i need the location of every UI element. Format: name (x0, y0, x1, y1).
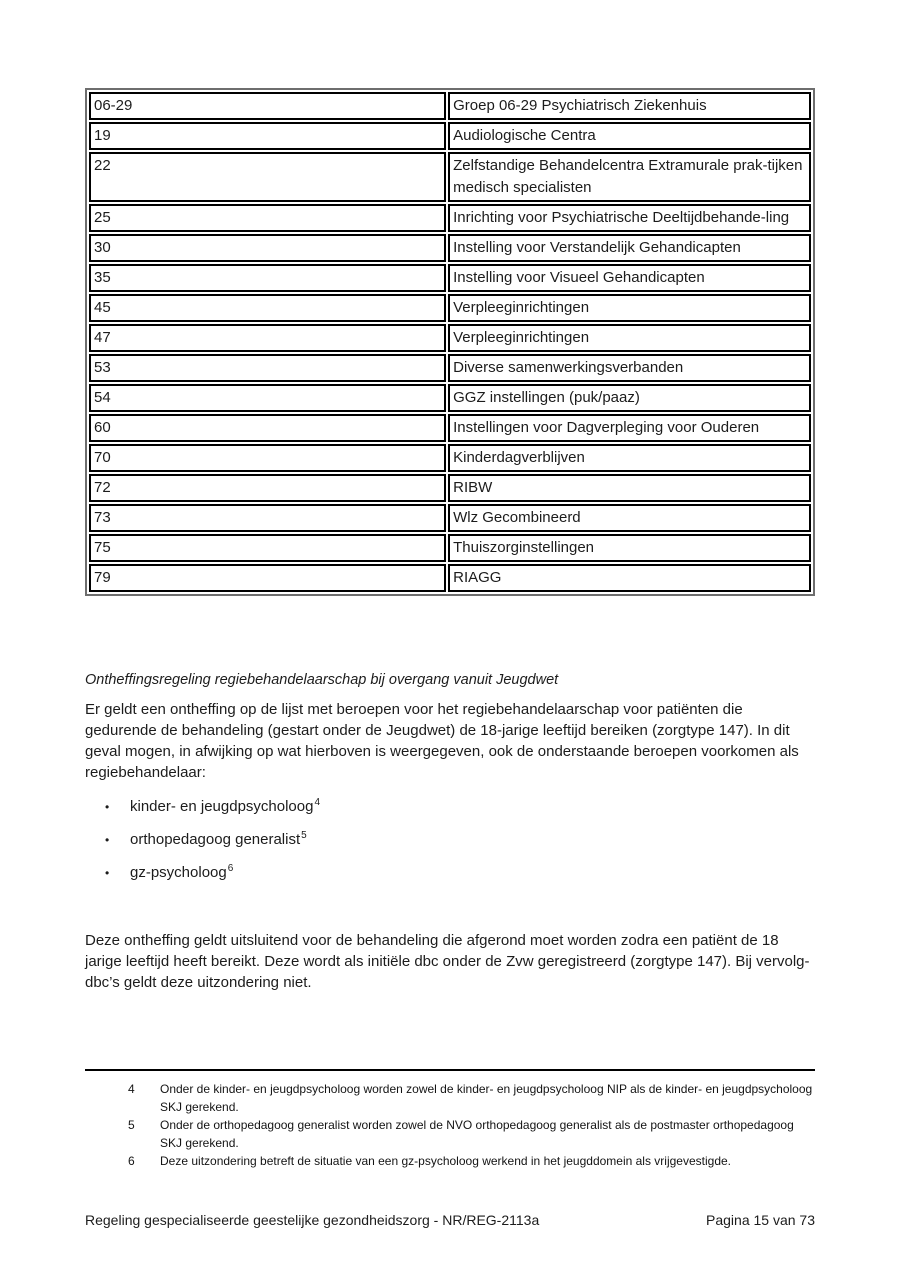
footnote-item (85, 1116, 815, 1152)
table-cell-code: 72 (89, 474, 446, 502)
table-row (89, 564, 811, 592)
table-cell-description: Groep 06-29 Psychiatrisch Ziekenhuis (448, 92, 811, 120)
footnote-ref: 5 (301, 830, 307, 841)
bullet-item (85, 863, 815, 883)
table-row (89, 444, 811, 472)
table-row (89, 204, 811, 232)
table-cell-code: 30 (89, 234, 446, 262)
footer-document-title: Regeling gespecialiseerde geestelijke gezondheidszorg - NR/REG-2113a (85, 1212, 540, 1228)
beroepen-bullet-list (85, 797, 815, 883)
bullet-text: kinder- en jeugdpsycholoog$^4$ (130, 797, 321, 815)
footnote-ref: 6 (227, 863, 234, 874)
table-cell-description: RIBW (448, 474, 811, 502)
table-cell-code: 25 (89, 204, 446, 232)
table-row (89, 264, 811, 292)
table-row (89, 122, 811, 150)
table-cell-description: Verpleeginrichtingen (448, 324, 811, 352)
table-row (89, 324, 811, 352)
table-cell-code: 54 (89, 384, 446, 412)
bullet-text: gz-psycholoog$^6$ (130, 863, 234, 881)
section-heading: Ontheffingsregeling regiebehandelaarschap bij overgang vanuit Jeugdwet (85, 672, 559, 688)
table-row (89, 294, 811, 322)
footnote-number: 6 (128, 1154, 135, 1168)
paragraph-ontheffing-scope: Deze ontheffing geldt uitsluitend voor de behandeling die afgerond moet worden zodra een patiënt de 18 jarige leeftijd heeft bereikt. Deze wordt als initiële dbc onder de Zvw geregistreerd (zorgtype 147). Bij vervolg-dbc’s geldt deze uitzondering niet. (85, 932, 810, 991)
table-cell-description: Instellingen voor Dagverpleging voor Ouderen (448, 414, 811, 442)
table-cell-code: 79 (89, 564, 446, 592)
table-cell-description: Kinderdagverblijven (448, 444, 811, 472)
table-cell-code: 60 (89, 414, 446, 442)
table-cell-description: Verpleeginrichtingen (448, 294, 811, 322)
footnote-text: Deze uitzondering betreft de situatie van een gz-psycholoog werkend in het jeugddomein als vrijgevestigde. (160, 1154, 732, 1168)
table-row (89, 504, 811, 532)
footnote-ref: 4 (314, 797, 321, 808)
table-cell-description: Zelfstandige Behandelcentra Extramurale prak-tijken medisch specialisten (448, 152, 811, 202)
table-row (89, 474, 811, 502)
table-cell-code: 53 (89, 354, 446, 382)
table-row (89, 414, 811, 442)
page-content (85, 88, 815, 993)
table-cell-code: 73 (89, 504, 446, 532)
table-row (89, 384, 811, 412)
table-cell-description: GGZ instellingen (puk/paaz) (448, 384, 811, 412)
table-cell-code: 19 (89, 122, 446, 150)
table-row (89, 534, 811, 562)
bullet-marker-icon: • (105, 833, 110, 847)
table-cell-code: 22 (89, 152, 446, 202)
footnotes-list (85, 1080, 815, 1170)
footnote-number: 5 (128, 1118, 135, 1132)
table-row (89, 92, 811, 120)
footnote-item (85, 1152, 815, 1170)
instelling-code-table-body (89, 92, 811, 592)
footer-page-number: Pagina 15 van 73 (706, 1212, 815, 1228)
table-cell-code: 75 (89, 534, 446, 562)
table-cell-code: 45 (89, 294, 446, 322)
table-cell-description: Inrichting voor Psychiatrische Deeltijdbehande-ling (448, 204, 811, 232)
table-cell-description: Audiologische Centra (448, 122, 811, 150)
bullet-text: orthopedagoog generalist$^5$ (130, 830, 307, 848)
footnote-item (85, 1080, 815, 1116)
bullet-item (85, 797, 815, 817)
paragraph-ontheffing-intro: Er geldt een ontheffing op de lijst met beroepen voor het regiebehandelaarschap voor patiënten die gedurende de behandeling (gestart onder de Jeugdwet) de 18-jarige leeftijd bereiken (zorgtype 147). In dit geval mogen, in afwijking op wat hierboven is weergegeven, ook de onderstaande beroepen voorkomen als regiebehandelaar: (85, 701, 799, 781)
bullet-item (85, 830, 815, 850)
table-row (89, 354, 811, 382)
footnote-text: Onder de kinder- en jeugdpsycholoog worden zowel de kinder- en jeugdpsycholoog NIP als de kinder- en jeugdpsycholoog SKJ gerekend. (160, 1082, 813, 1114)
footnotes-block (85, 1069, 815, 1170)
footnote-number: 4 (128, 1082, 135, 1096)
bullet-marker-icon: • (105, 866, 110, 880)
table-cell-description: Thuiszorginstellingen (448, 534, 811, 562)
table-cell-description: Diverse samenwerkingsverbanden (448, 354, 811, 382)
table-cell-description: Wlz Gecombineerd (448, 504, 811, 532)
table-row (89, 152, 811, 202)
table-cell-code: 06-29 (89, 92, 446, 120)
footnote-text: Onder de orthopedagoog generalist worden zowel de NVO orthopedagoog generalist als de postmaster orthopedagoog SKJ gerekend. (160, 1118, 794, 1150)
bullet-marker-icon: • (105, 800, 110, 814)
page-footer (85, 1212, 815, 1228)
table-row (89, 234, 811, 262)
table-cell-code: 47 (89, 324, 446, 352)
table-cell-code: 70 (89, 444, 446, 472)
table-cell-description: Instelling voor Verstandelijk Gehandicapten (448, 234, 811, 262)
instelling-code-table (85, 88, 815, 596)
ontheffing-section (85, 670, 815, 993)
table-cell-code: 35 (89, 264, 446, 292)
table-cell-description: RIAGG (448, 564, 811, 592)
table-cell-description: Instelling voor Visueel Gehandicapten (448, 264, 811, 292)
footnote-divider (85, 1069, 815, 1071)
